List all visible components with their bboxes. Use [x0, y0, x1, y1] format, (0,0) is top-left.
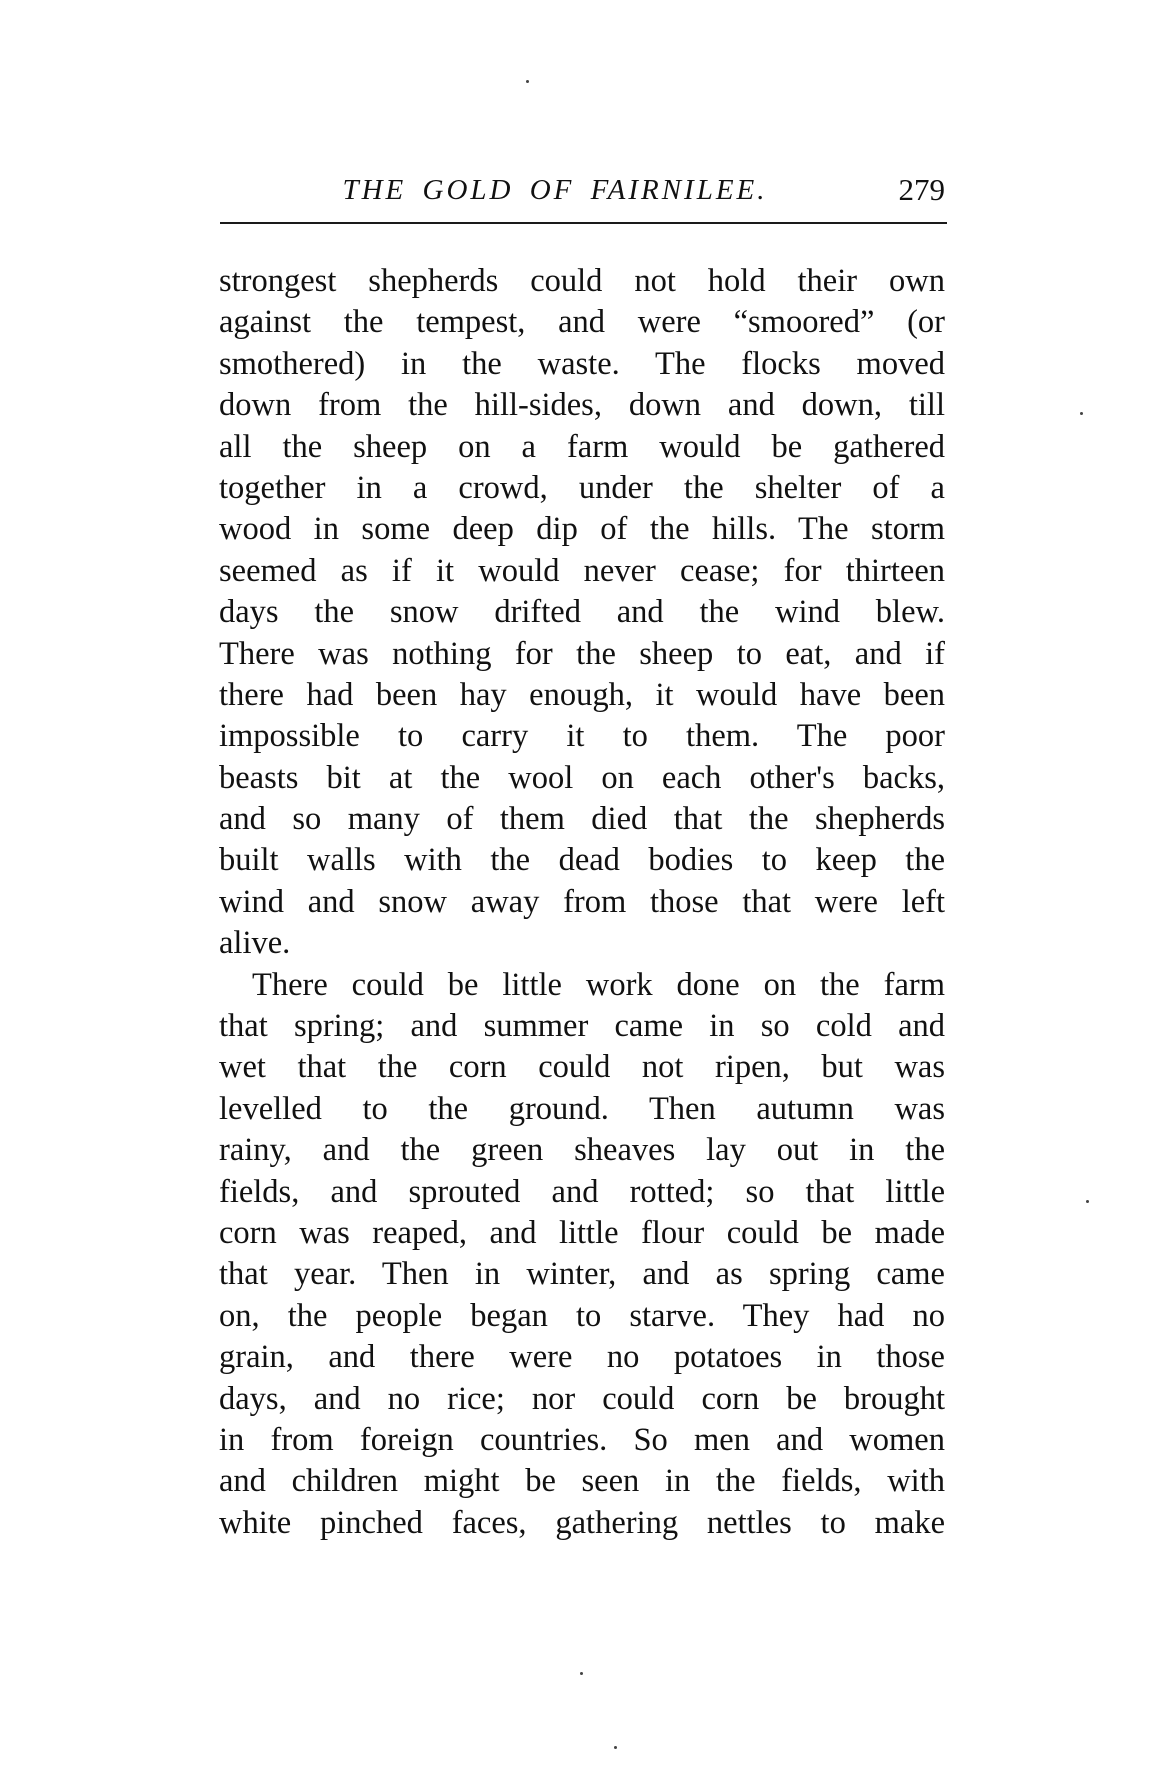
- text-line: together in a crowd, under the shelter of a: [219, 469, 945, 506]
- text-line: alive.: [219, 925, 291, 962]
- text-line: beasts bit at the wool on each other's backs,: [219, 759, 945, 796]
- scan-speck: [614, 1746, 617, 1749]
- text-line: there had been hay enough, it would have been: [219, 676, 945, 713]
- scan-speck: [1080, 412, 1083, 415]
- text-line: rainy, and the green sheaves lay out in the: [219, 1132, 945, 1169]
- text-line: impossible to carry it to them. The poor: [219, 718, 945, 755]
- text-line: in from foreign countries. So men and women: [219, 1421, 945, 1458]
- text-line: white pinched faces, gathering nettles to make: [219, 1504, 945, 1541]
- text-line: days the snow drifted and the wind blew.: [219, 594, 945, 631]
- running-head: [220, 168, 945, 212]
- text-line: down from the hill-sides, down and down, till: [219, 387, 945, 424]
- text-line: against the tempest, and were “smoored” (or: [219, 304, 945, 341]
- text-line: wood in some deep dip of the hills. The storm: [219, 511, 945, 548]
- text-line: all the sheep on a farm would be gathered: [219, 428, 945, 465]
- text-line: and so many of them died that the shepherds: [219, 801, 945, 838]
- text-line: corn was reaped, and little flour could be made: [219, 1214, 945, 1251]
- text-line: days, and no rice; nor could corn be brought: [219, 1380, 945, 1417]
- text-line: seemed as if it would never cease; for thirteen: [219, 552, 945, 589]
- text-line: on, the people began to starve. They had no: [219, 1297, 945, 1334]
- text-line: grain, and there were no potatoes in those: [219, 1339, 945, 1376]
- page-number: 279: [898, 172, 945, 207]
- text-line: and children might be seen in the fields, with: [219, 1463, 945, 1500]
- text-line: that year. Then in winter, and as spring came: [219, 1256, 945, 1293]
- text-line: There could be little work done on the farm: [252, 966, 945, 1003]
- text-line: smothered) in the waste. The flocks moved: [219, 345, 945, 382]
- text-line: There was nothing for the sheep to eat, and if: [219, 635, 945, 672]
- scan-speck: [526, 80, 529, 83]
- text-line: wind and snow away from those that were left: [219, 883, 945, 920]
- body-text: [219, 261, 945, 1544]
- text-line: levelled to the ground. Then autumn was: [219, 1090, 945, 1127]
- text-line: strongest shepherds could not hold their own: [219, 263, 945, 299]
- text-line: wet that the corn could not ripen, but was: [219, 1049, 945, 1086]
- scan-speck: [580, 1672, 583, 1675]
- header-rule: [220, 222, 947, 224]
- text-line: built walls with the dead bodies to keep the: [219, 842, 945, 879]
- scan-speck: [1086, 1200, 1089, 1203]
- running-title: THE GOLD OF FAIRNILEE.: [342, 174, 768, 206]
- text-line: that spring; and summer came in so cold and: [219, 1008, 945, 1045]
- text-line: fields, and sprouted and rotted; so that little: [219, 1173, 945, 1210]
